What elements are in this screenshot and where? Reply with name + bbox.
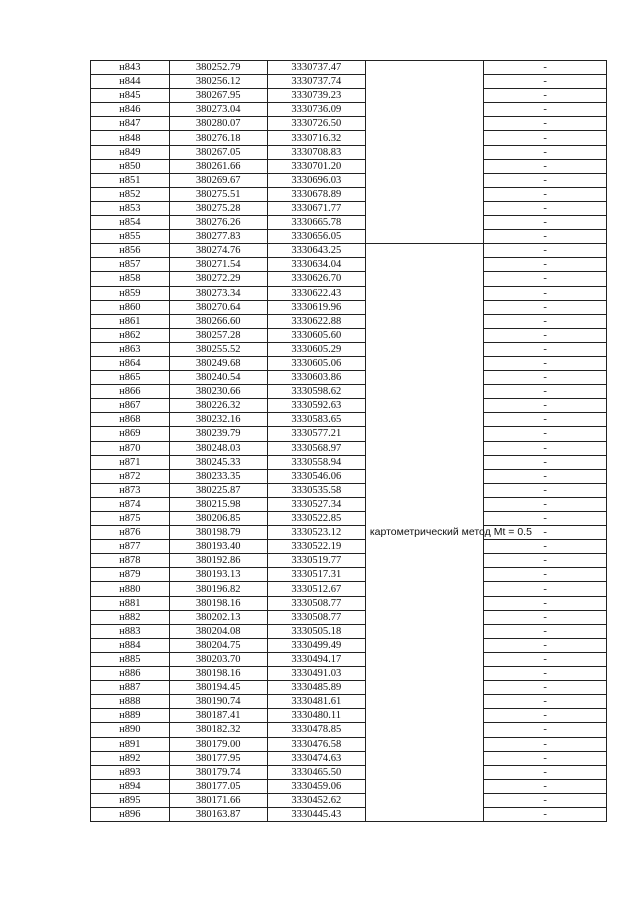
deviation-cell: - [484,61,607,75]
deviation-cell: - [484,554,607,568]
x-coordinate-cell: 380177.95 [169,751,267,765]
deviation-cell: - [484,145,607,159]
table-row [91,667,607,681]
table-row [91,187,607,201]
x-coordinate-cell: 380182.32 [169,723,267,737]
y-coordinate-cell: 3330737.74 [267,75,365,89]
y-coordinate-cell: 3330726.50 [267,117,365,131]
point-cell: н864 [91,356,170,370]
table-row [91,328,607,342]
table-row [91,610,607,624]
deviation-cell: - [484,737,607,751]
point-cell: н895 [91,793,170,807]
x-coordinate-cell: 380202.13 [169,610,267,624]
y-coordinate-cell: 3330499.49 [267,638,365,652]
coordinates-table-body [91,61,607,822]
y-coordinate-cell: 3330508.77 [267,596,365,610]
point-cell: н887 [91,681,170,695]
point-cell: н888 [91,695,170,709]
x-coordinate-cell: 380272.29 [169,272,267,286]
table-row [91,554,607,568]
deviation-cell: - [484,568,607,582]
y-coordinate-cell: 3330678.89 [267,187,365,201]
table-row [91,356,607,370]
point-cell: н892 [91,751,170,765]
y-coordinate-cell: 3330605.06 [267,356,365,370]
deviation-cell: - [484,765,607,779]
y-coordinate-cell: 3330577.21 [267,427,365,441]
method-cell [365,61,484,244]
deviation-cell: - [484,103,607,117]
y-coordinate-cell: 3330522.85 [267,512,365,526]
deviation-cell: - [484,342,607,356]
table-row [91,103,607,117]
y-coordinate-cell: 3330701.20 [267,159,365,173]
y-coordinate-cell: 3330478.85 [267,723,365,737]
deviation-cell: - [484,159,607,173]
x-coordinate-cell: 380204.75 [169,638,267,652]
deviation-cell: - [484,526,607,540]
y-coordinate-cell: 3330739.23 [267,89,365,103]
table-row [91,652,607,666]
y-coordinate-cell: 3330634.04 [267,258,365,272]
y-coordinate-cell: 3330512.67 [267,582,365,596]
y-coordinate-cell: 3330494.17 [267,652,365,666]
deviation-cell: - [484,807,607,821]
deviation-cell: - [484,497,607,511]
deviation-cell: - [484,272,607,286]
x-coordinate-cell: 380273.34 [169,286,267,300]
deviation-cell: - [484,441,607,455]
x-coordinate-cell: 380204.08 [169,624,267,638]
table-row [91,497,607,511]
table-row [91,638,607,652]
table-row [91,89,607,103]
point-cell: н853 [91,201,170,215]
deviation-cell: - [484,793,607,807]
table-row [91,258,607,272]
x-coordinate-cell: 380239.79 [169,427,267,441]
y-coordinate-cell: 3330622.88 [267,314,365,328]
point-cell: н844 [91,75,170,89]
point-cell: н872 [91,469,170,483]
y-coordinate-cell: 3330708.83 [267,145,365,159]
table-row [91,201,607,215]
x-coordinate-cell: 380193.13 [169,568,267,582]
point-cell: н882 [91,610,170,624]
point-cell: н878 [91,554,170,568]
deviation-cell: - [484,624,607,638]
deviation-cell: - [484,131,607,145]
deviation-cell: - [484,596,607,610]
x-coordinate-cell: 380275.51 [169,187,267,201]
deviation-cell: - [484,187,607,201]
y-coordinate-cell: 3330476.58 [267,737,365,751]
x-coordinate-cell: 380171.66 [169,793,267,807]
table-row [91,244,607,258]
point-cell: н894 [91,779,170,793]
table-row [91,483,607,497]
x-coordinate-cell: 380232.16 [169,413,267,427]
table-row [91,582,607,596]
x-coordinate-cell: 380163.87 [169,807,267,821]
table-row [91,779,607,793]
point-cell: н889 [91,709,170,723]
deviation-cell: - [484,512,607,526]
deviation-cell: - [484,75,607,89]
table-row [91,427,607,441]
y-coordinate-cell: 3330481.61 [267,695,365,709]
point-cell: н848 [91,131,170,145]
x-coordinate-cell: 380230.66 [169,385,267,399]
x-coordinate-cell: 380179.00 [169,737,267,751]
y-coordinate-cell: 3330465.50 [267,765,365,779]
deviation-cell: - [484,173,607,187]
deviation-cell: - [484,244,607,258]
x-coordinate-cell: 380203.70 [169,652,267,666]
y-coordinate-cell: 3330508.77 [267,610,365,624]
deviation-cell: - [484,286,607,300]
y-coordinate-cell: 3330505.18 [267,624,365,638]
table-row [91,371,607,385]
point-cell: н847 [91,117,170,131]
deviation-cell: - [484,230,607,244]
point-cell: н859 [91,286,170,300]
point-cell: н867 [91,399,170,413]
y-coordinate-cell: 3330665.78 [267,216,365,230]
x-coordinate-cell: 380245.33 [169,455,267,469]
x-coordinate-cell: 380276.18 [169,131,267,145]
point-cell: н884 [91,638,170,652]
x-coordinate-cell: 380256.12 [169,75,267,89]
point-cell: н845 [91,89,170,103]
x-coordinate-cell: 380225.87 [169,483,267,497]
deviation-cell: - [484,314,607,328]
x-coordinate-cell: 380280.07 [169,117,267,131]
y-coordinate-cell: 3330583.65 [267,413,365,427]
y-coordinate-cell: 3330527.34 [267,497,365,511]
deviation-cell: - [484,385,607,399]
table-row [91,216,607,230]
point-cell: н862 [91,328,170,342]
y-coordinate-cell: 3330716.32 [267,131,365,145]
x-coordinate-cell: 380177.05 [169,779,267,793]
x-coordinate-cell: 380275.28 [169,201,267,215]
x-coordinate-cell: 380198.16 [169,596,267,610]
deviation-cell: - [484,582,607,596]
table-row [91,807,607,821]
point-cell: н869 [91,427,170,441]
table-row [91,159,607,173]
point-cell: н866 [91,385,170,399]
table-row [91,540,607,554]
table-row [91,695,607,709]
point-cell: н857 [91,258,170,272]
y-coordinate-cell: 3330598.62 [267,385,365,399]
table-row [91,399,607,413]
y-coordinate-cell: 3330619.96 [267,300,365,314]
x-coordinate-cell: 380255.52 [169,342,267,356]
deviation-cell: - [484,681,607,695]
deviation-cell: - [484,356,607,370]
y-coordinate-cell: 3330603.86 [267,371,365,385]
x-coordinate-cell: 380267.95 [169,89,267,103]
point-cell: н849 [91,145,170,159]
deviation-cell: - [484,610,607,624]
y-coordinate-cell: 3330696.03 [267,173,365,187]
y-coordinate-cell: 3330736.09 [267,103,365,117]
table-row [91,314,607,328]
x-coordinate-cell: 380271.54 [169,258,267,272]
x-coordinate-cell: 380192.86 [169,554,267,568]
deviation-cell: - [484,469,607,483]
point-cell: н868 [91,413,170,427]
x-coordinate-cell: 380198.79 [169,526,267,540]
y-coordinate-cell: 3330491.03 [267,667,365,681]
y-coordinate-cell: 3330656.05 [267,230,365,244]
y-coordinate-cell: 3330485.89 [267,681,365,695]
y-coordinate-cell: 3330592.63 [267,399,365,413]
point-cell: н873 [91,483,170,497]
point-cell: н856 [91,244,170,258]
deviation-cell: - [484,540,607,554]
point-cell: н855 [91,230,170,244]
x-coordinate-cell: 380274.76 [169,244,267,258]
x-coordinate-cell: 380269.67 [169,173,267,187]
x-coordinate-cell: 380193.40 [169,540,267,554]
deviation-cell: - [484,779,607,793]
x-coordinate-cell: 380240.54 [169,371,267,385]
y-coordinate-cell: 3330605.60 [267,328,365,342]
table-row [91,230,607,244]
point-cell: н870 [91,441,170,455]
point-cell: н874 [91,497,170,511]
point-cell: н883 [91,624,170,638]
deviation-cell: - [484,667,607,681]
deviation-cell: - [484,695,607,709]
point-cell: н860 [91,300,170,314]
x-coordinate-cell: 380267.05 [169,145,267,159]
y-coordinate-cell: 3330622.43 [267,286,365,300]
point-cell: н881 [91,596,170,610]
coordinates-table [90,60,607,822]
deviation-cell: - [484,89,607,103]
x-coordinate-cell: 380277.83 [169,230,267,244]
x-coordinate-cell: 380198.16 [169,667,267,681]
y-coordinate-cell: 3330452.62 [267,793,365,807]
x-coordinate-cell: 380252.79 [169,61,267,75]
point-cell: н865 [91,371,170,385]
method-cell: картометрический метод Mt = 0.5 [365,244,484,822]
y-coordinate-cell: 3330558.94 [267,455,365,469]
deviation-cell: - [484,723,607,737]
point-cell: н879 [91,568,170,582]
deviation-cell: - [484,371,607,385]
deviation-cell: - [484,258,607,272]
table-row [91,75,607,89]
x-coordinate-cell: 380206.85 [169,512,267,526]
y-coordinate-cell: 3330737.47 [267,61,365,75]
table-row [91,751,607,765]
deviation-cell: - [484,751,607,765]
x-coordinate-cell: 380276.26 [169,216,267,230]
x-coordinate-cell: 380196.82 [169,582,267,596]
y-coordinate-cell: 3330626.70 [267,272,365,286]
table-row [91,469,607,483]
y-coordinate-cell: 3330535.58 [267,483,365,497]
point-cell: н896 [91,807,170,821]
table-row [91,117,607,131]
point-cell: н886 [91,667,170,681]
x-coordinate-cell: 380270.64 [169,300,267,314]
table-row [91,342,607,356]
deviation-cell: - [484,117,607,131]
point-cell: н893 [91,765,170,779]
x-coordinate-cell: 380215.98 [169,497,267,511]
y-coordinate-cell: 3330523.12 [267,526,365,540]
table-row [91,568,607,582]
table-row [91,793,607,807]
point-cell: н846 [91,103,170,117]
table-row [91,145,607,159]
y-coordinate-cell: 3330480.11 [267,709,365,723]
y-coordinate-cell: 3330519.77 [267,554,365,568]
y-coordinate-cell: 3330517.31 [267,568,365,582]
deviation-cell: - [484,427,607,441]
x-coordinate-cell: 380257.28 [169,328,267,342]
table-row [91,737,607,751]
point-cell: н871 [91,455,170,469]
y-coordinate-cell: 3330445.43 [267,807,365,821]
table-row [91,272,607,286]
deviation-cell: - [484,300,607,314]
deviation-cell: - [484,413,607,427]
x-coordinate-cell: 380233.35 [169,469,267,483]
deviation-cell: - [484,399,607,413]
x-coordinate-cell: 380266.60 [169,314,267,328]
point-cell: н890 [91,723,170,737]
table-row [91,455,607,469]
y-coordinate-cell: 3330474.63 [267,751,365,765]
deviation-cell: - [484,201,607,215]
point-cell: н858 [91,272,170,286]
y-coordinate-cell: 3330568.97 [267,441,365,455]
x-coordinate-cell: 380226.32 [169,399,267,413]
point-cell: н876 [91,526,170,540]
y-coordinate-cell: 3330459.06 [267,779,365,793]
table-row [91,512,607,526]
deviation-cell: - [484,709,607,723]
table-row [91,61,607,75]
table-row [91,681,607,695]
point-cell: н843 [91,61,170,75]
point-cell: н854 [91,216,170,230]
point-cell: н877 [91,540,170,554]
x-coordinate-cell: 380187.41 [169,709,267,723]
x-coordinate-cell: 380249.68 [169,356,267,370]
y-coordinate-cell: 3330643.25 [267,244,365,258]
x-coordinate-cell: 380194.45 [169,681,267,695]
point-cell: н850 [91,159,170,173]
table-row [91,723,607,737]
table-row [91,709,607,723]
y-coordinate-cell: 3330546.06 [267,469,365,483]
point-cell: н851 [91,173,170,187]
point-cell: н891 [91,737,170,751]
y-coordinate-cell: 3330605.29 [267,342,365,356]
deviation-cell: - [484,455,607,469]
table-row [91,441,607,455]
table-row [91,624,607,638]
deviation-cell: - [484,652,607,666]
point-cell: н861 [91,314,170,328]
table-row [91,413,607,427]
point-cell: н875 [91,512,170,526]
x-coordinate-cell: 380190.74 [169,695,267,709]
point-cell: н863 [91,342,170,356]
x-coordinate-cell: 380261.66 [169,159,267,173]
point-cell: н880 [91,582,170,596]
table-row [91,596,607,610]
table-row [91,131,607,145]
table-row [91,300,607,314]
deviation-cell: - [484,216,607,230]
x-coordinate-cell: 380273.04 [169,103,267,117]
x-coordinate-cell: 380179.74 [169,765,267,779]
y-coordinate-cell: 3330671.77 [267,201,365,215]
table-row [91,385,607,399]
table-row [91,173,607,187]
deviation-cell: - [484,483,607,497]
point-cell: н852 [91,187,170,201]
table-row [91,765,607,779]
table-row [91,286,607,300]
x-coordinate-cell: 380248.03 [169,441,267,455]
y-coordinate-cell: 3330522.19 [267,540,365,554]
deviation-cell: - [484,328,607,342]
deviation-cell: - [484,638,607,652]
point-cell: н885 [91,652,170,666]
